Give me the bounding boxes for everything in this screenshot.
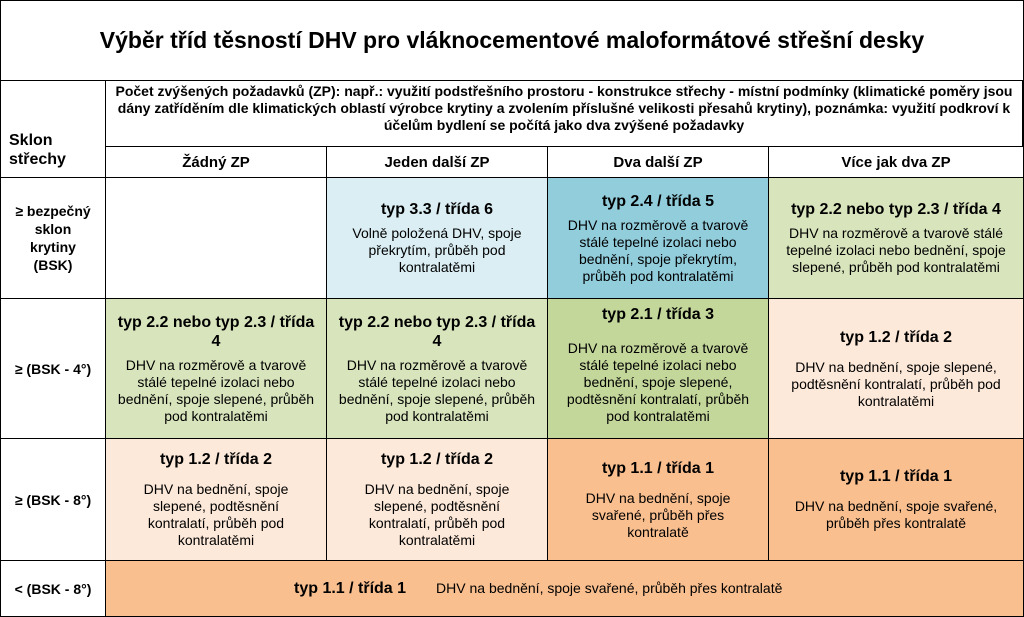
table-cell — [106, 561, 1023, 616]
table-cell — [769, 178, 1023, 299]
table-cell — [106, 299, 327, 439]
table-cell — [327, 299, 548, 439]
column-header-0: Žádný ZP — [106, 147, 327, 178]
cell-description: DHV na bednění, spoje svařené, průběh přes kontralatě — [794, 498, 998, 531]
table-cell — [106, 439, 327, 561]
cell-description: DHV na rozměrově a tvarově stálé tepelné izolaci nebo bednění, spoje slepené, průběh pod kontralatěmi — [338, 356, 536, 424]
cell-description: DHV na bednění, spoje slepené, podtěsnění kontralatí, průběh pod kontralatěmi — [364, 481, 510, 548]
cell-type: typ 1.1 / třída 1 — [601, 459, 715, 477]
table-title: Výběr tříd těsností DHV pro vláknocementové maloformátové střešní desky — [1, 1, 1023, 81]
cell-description: DHV na rozměrově a tvarově stálé tepelné izolaci nebo bednění, spoje překrytím, průběh pod kontralatěmi — [567, 216, 749, 284]
cell-type: typ 1.1 / třída 1 — [294, 580, 407, 597]
table-cell — [327, 178, 548, 299]
row-header: Sklon střechy — [1, 81, 106, 178]
cell-type: typ 3.3 / třída 6 — [380, 201, 494, 218]
table-cell — [548, 439, 769, 561]
cell-type: typ 1.1 / třída 1 — [839, 468, 953, 485]
cell-description: DHV na rozměrově a tvarově stálé tepelné izolaci nebo bednění, spoje slepené, podtěsnění kontralatí, průběh pod kontralatěmi — [566, 340, 750, 424]
table-cell — [769, 299, 1023, 439]
row-label-less-bsk-8: < (BSK - 8°) — [1, 561, 106, 616]
table-cell — [106, 178, 327, 299]
zp-note: Počet zvýšených požadavků (ZP): např.: využití podstřešního prostoru - konstrukce střechy - místní podmínky (klimatické poměry jsou dány zatříděním dle klimatických oblastí výrobce krytiny a zvolením příslušné velikosti přesahů krytiny), poznámka: využití podkroví k účelům bydlení se počítá jako dva zvýšené požadavky — [106, 81, 1023, 147]
cell-description: DHV na rozměrově a tvarově stálé tepelné izolaci nebo bednění, spoje slepené, průběh pod kontralatěmi — [786, 225, 1006, 275]
row-label-bsk: ≥ bezpečný sklon krytiny (BSK) — [1, 178, 106, 299]
table-cell — [548, 299, 769, 439]
row-label-bsk-4: ≥ (BSK - 4°) — [1, 299, 106, 439]
cell-type: typ 1.2 / třída 2 — [159, 451, 273, 468]
cell-type: typ 1.2 / třída 2 — [380, 451, 494, 468]
table-cell — [548, 178, 769, 299]
cell-description: DHV na bednění, spoje svařené, průběh přes kontralatě — [585, 489, 731, 540]
cell-type: typ 1.2 / třída 2 — [839, 328, 953, 346]
cell-description: DHV na bednění, spoje svařené, průběh přes kontralatě — [436, 580, 783, 596]
column-header-1: Jeden další ZP — [327, 147, 548, 178]
cell-type: typ 2.2 nebo typ 2.3 / třída 4 — [791, 201, 1001, 218]
cell-type: typ 2.4 / třída 5 — [601, 192, 715, 210]
cell-description: Volně položená DHV, spoje překrytím, průběh pod kontralatěmi — [352, 225, 522, 275]
cell-description: DHV na bednění, spoje slepené, podtěsnění kontralatí, průběh pod kontralatěmi — [143, 481, 289, 548]
cell-type: typ 2.2 nebo typ 2.3 / třída 4 — [338, 313, 536, 350]
column-header-2: Dva další ZP — [548, 147, 769, 178]
table-cell — [327, 439, 548, 561]
column-header-3: Více jak dva ZP — [769, 147, 1023, 178]
table-cell — [769, 439, 1023, 561]
cell-description: DHV na bednění, spoje slepené, podtěsnění kontralatí, průběh pod kontralatěmi — [791, 358, 1001, 409]
cell-type: typ 2.1 / třída 3 — [601, 306, 715, 323]
cell-type: typ 2.2 nebo typ 2.3 / třída 4 — [117, 313, 315, 350]
cell-description: DHV na rozměrově a tvarově stálé tepelné izolaci nebo bednění, spoje slepené, průběh pod kontralatěmi — [117, 356, 315, 424]
row-label-bsk-8: ≥ (BSK - 8°) — [1, 439, 106, 561]
